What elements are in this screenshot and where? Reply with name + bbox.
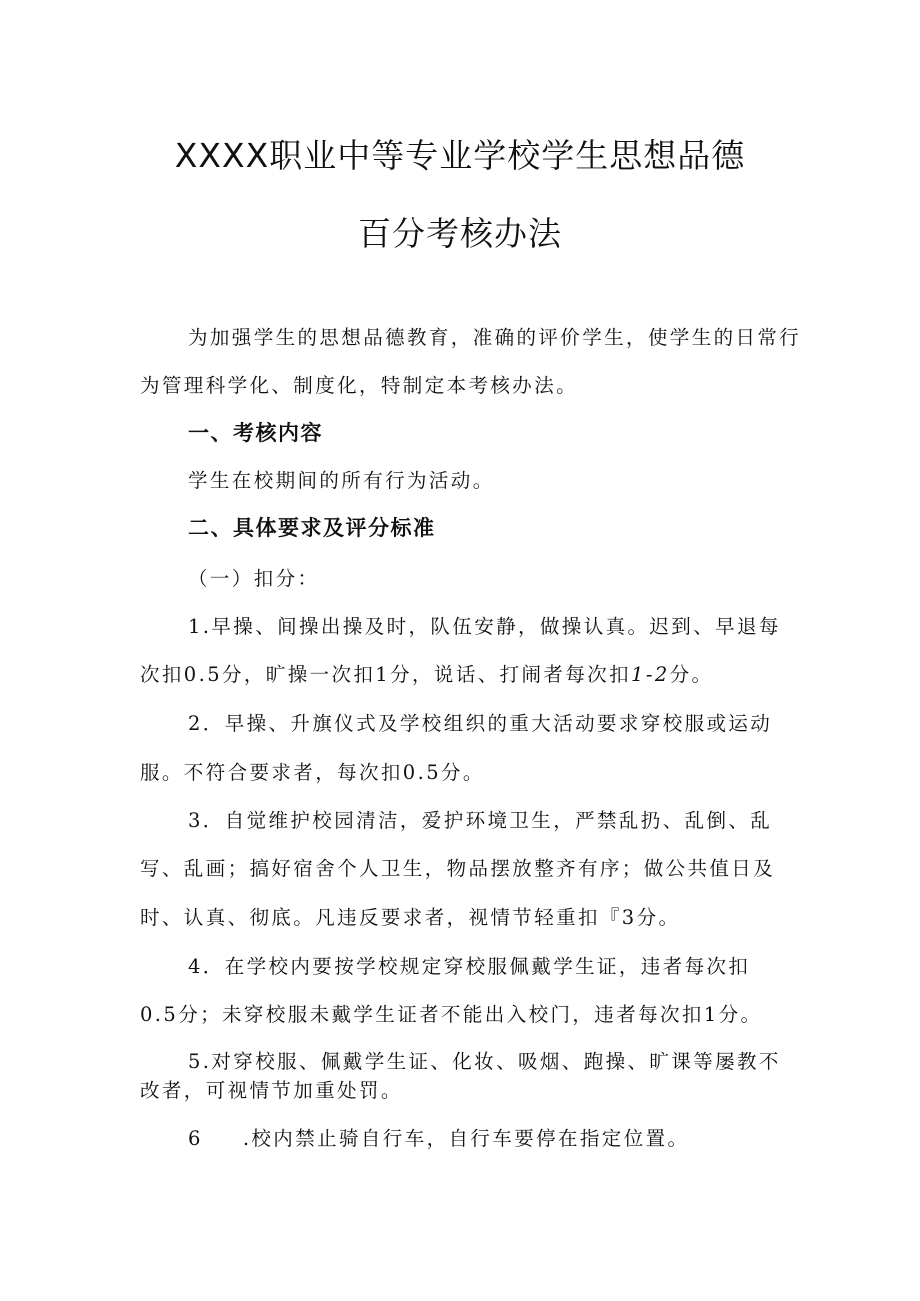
rule-1-line-1: 1.早操、间操出操及时，队伍安静，做操认真。迟到、早退每 (188, 615, 781, 638)
intro-line-1: 为加强学生的思想品德教育，准确的评价学生，使学生的日常行 (188, 326, 802, 349)
rule-3-line-2: 写、乱画；搞好宿舍个人卫生，物品摆放整齐有序；做公共值日及 (140, 857, 776, 880)
rule-6-text: .校内禁止骑自行车，自行车要停在指定位置。 (242, 1127, 690, 1150)
rule-1-line-2-c: 分。 (669, 663, 714, 686)
rule-1-line-2 (140, 659, 713, 687)
document-title-line-2: 百分考核办法 (358, 214, 562, 253)
rule-2-line-1: 2．早操、升旗仪式及学校组织的重大活动要求穿校服或运动 (188, 712, 773, 735)
rule-6-number: 6 (188, 1127, 203, 1150)
section-1-heading: 一、考核内容 (188, 421, 323, 445)
rule-1-line-2-b: 1-2 (631, 663, 670, 686)
rule-4-line-1: 4．在学校内要按学校规定穿校服佩戴学生证，违者每次扣 (188, 955, 751, 978)
rule-5-line-1: 5.对穿校服、佩戴学生证、化妆、吸烟、跑操、旷课等屡教不 (188, 1050, 781, 1073)
rule-1-line-2-a: 次扣0.5分，旷操一次扣1分，说话、打闹者每次扣 (140, 663, 632, 686)
document-title-line-1: XXXX职业中等专业学校学生思想品德 (174, 136, 746, 175)
section-2-heading: 二、具体要求及评分标准 (188, 516, 436, 540)
subsection-deduction-label: （一）扣分： (188, 567, 320, 590)
rule-4-line-2: 0.5分；未穿校服未戴学生证者不能出入校门，违者每次扣1分。 (140, 1003, 763, 1026)
section-1-body: 学生在校期间的所有行为活动。 (188, 469, 495, 492)
intro-line-2: 为管理科学化、制度化，特制定本考核办法。 (140, 374, 579, 397)
rule-6-line (188, 1123, 689, 1151)
rule-2-line-2: 服。不符合要求者，每次扣0.5分。 (140, 761, 485, 784)
rule-5-line-2: 改者，可视情节加重处罚。 (140, 1079, 403, 1102)
rule-3-line-3: 时、认真、彻底。凡违反要求者，视情节轻重扣『3分。 (140, 906, 681, 929)
rule-3-line-1: 3．自觉维护校园清洁，爱护环境卫生，严禁乱扔、乱倒、乱 (188, 809, 773, 832)
